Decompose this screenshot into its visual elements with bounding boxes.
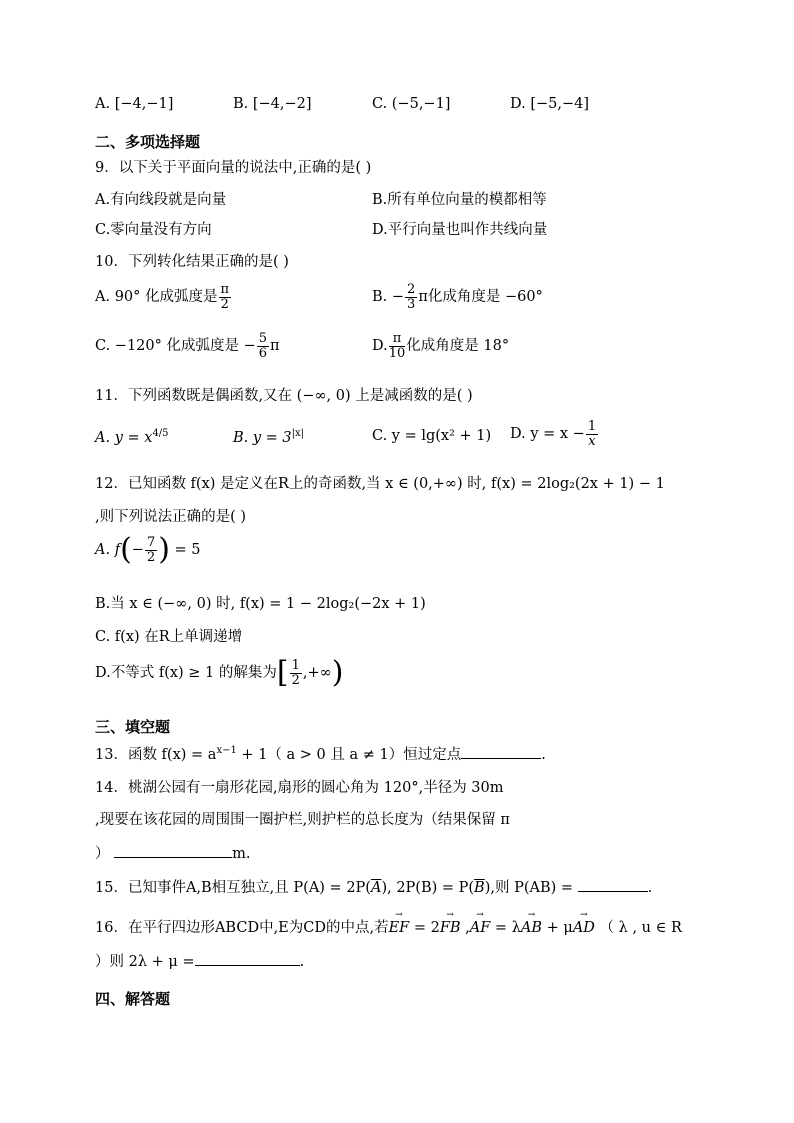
q8-option-d: D. [−5,−4]: [510, 96, 589, 112]
q15: 15．已知事件A,B相互独立,且 $P(A) = 2P(\overline{A})$, $2P(B) = P(\overline{B})$,则 P(AB) = .: [95, 880, 653, 896]
q10-b-fraction: $\frac{2}{3}$: [407, 282, 416, 312]
q12-stem-cont: ,则下列说法正确的是( ): [95, 509, 247, 525]
q8-option-a: A. [−4,−1]: [95, 96, 174, 112]
q12-option-d: D.不等式 f(x) ≥ 1 的解集为[ $\frac{1}{2}$ ,+∞): [95, 655, 344, 690]
q12-stem: 12．已知函数 f(x) 是定义在R上的奇函数,当 x ∈ (0,+∞) 时, f(x) = 2log₂(2x + 1) − 1: [95, 476, 665, 492]
section-fill-blank-heading: 三、填空题: [95, 718, 171, 736]
q13-exponent: x−1: [216, 745, 237, 757]
q12-option-c: C. f(x) 在R上单调递增: [95, 629, 243, 645]
q12-option-b: B.当 x ∈ (−∞, 0) 时, f(x) = 1 − 2log₂(−2x + 1): [95, 596, 426, 612]
q11-stem: 11．下列函数既是偶函数,又在 (−∞, 0) 上是减函数的是( ): [95, 388, 473, 404]
q10-option-c: C. −120° 化成弧度是 − $\frac{5}{6}$ π: [95, 331, 280, 361]
q10-d-fraction: $\frac{\pi}{10}$: [388, 331, 406, 361]
q14-answer-blank[interactable]: [114, 844, 232, 858]
q13-answer-blank[interactable]: [461, 745, 541, 759]
q12-a-fraction: $\frac{7}{2}$: [146, 534, 156, 565]
q16-answer-blank[interactable]: [195, 952, 300, 966]
q12-d-fraction: $\frac{1}{2}$: [291, 657, 300, 688]
q16-line2: ）则 2λ + μ = .: [95, 954, 305, 970]
section-solution-heading: 四、解答题: [95, 990, 171, 1008]
q12-option-a: A. f(− $\frac{7}{2}$ ) = 5: [95, 532, 201, 567]
q9-option-c: C.零向量没有方向: [95, 222, 212, 238]
q8-option-c: C. (−5,−1]: [372, 96, 451, 112]
q11-option-c: C. y = lg(x² + 1): [372, 428, 492, 444]
q11-option-d: D. y = x − $\frac{1}{x}$: [510, 419, 597, 449]
q9-option-b: B.所有单位向量的模都相等: [372, 192, 547, 208]
q10-stem: 10．下列转化结果正确的是( ): [95, 254, 289, 270]
q10-option-d: D. $\frac{\pi}{10}$ 化成角度是 18°: [372, 331, 510, 361]
q10-c-fraction: $\frac{5}{6}$: [258, 331, 268, 361]
q9-option-a: A.有向线段就是向量: [95, 192, 227, 208]
q11-b-exponent: |x|: [291, 428, 305, 439]
q11-a-exponent: 4/5: [152, 428, 169, 439]
q11-option-b: B. $y = 3^{|x|}$: [233, 428, 305, 446]
q11-option-a: A. $y = x^{4/5}$: [95, 428, 169, 446]
q10-option-a: A. 90° 化成弧度是 $\frac{\pi}{2}$: [95, 282, 230, 312]
q10-option-b: B. − $\frac{2}{3}$ π化成角度是 −60°: [372, 282, 543, 312]
q10-a-fraction: $\frac{\pi}{2}$: [220, 282, 230, 312]
q16-line1: 16．在平行四边形ABCD中,E为CD的中点,若→ EF = 2→ FB ,→ AF = λ→ AB + μ→ AD （ λ , u ∈ R: [95, 916, 682, 937]
q9-stem: 9．以下关于平面向量的说法中,正确的是( ): [95, 160, 372, 176]
q15-answer-blank[interactable]: [578, 878, 648, 892]
q14-line3: ） m.: [95, 846, 251, 862]
q13: 13．函数 $f(x) = a^{x-1} + 1$（ a > 0 且 a ≠ 1）恒过定点 .: [95, 745, 546, 763]
q14-line2: ,现要在该花园的周围围一圈护栏,则护栏的总长度为（结果保留 π: [95, 812, 510, 828]
q9-option-d: D.平行向量也叫作共线向量: [372, 222, 548, 238]
q11-d-fraction: $\frac{1}{x}$: [587, 419, 597, 449]
section-multiple-choice-heading: 二、多项选择题: [95, 133, 201, 151]
q14-line1: 14．桃湖公园有一扇形花园,扇形的圆心角为 120°,半径为 30m: [95, 780, 504, 796]
q8-option-b: B. [−4,−2]: [233, 96, 312, 112]
